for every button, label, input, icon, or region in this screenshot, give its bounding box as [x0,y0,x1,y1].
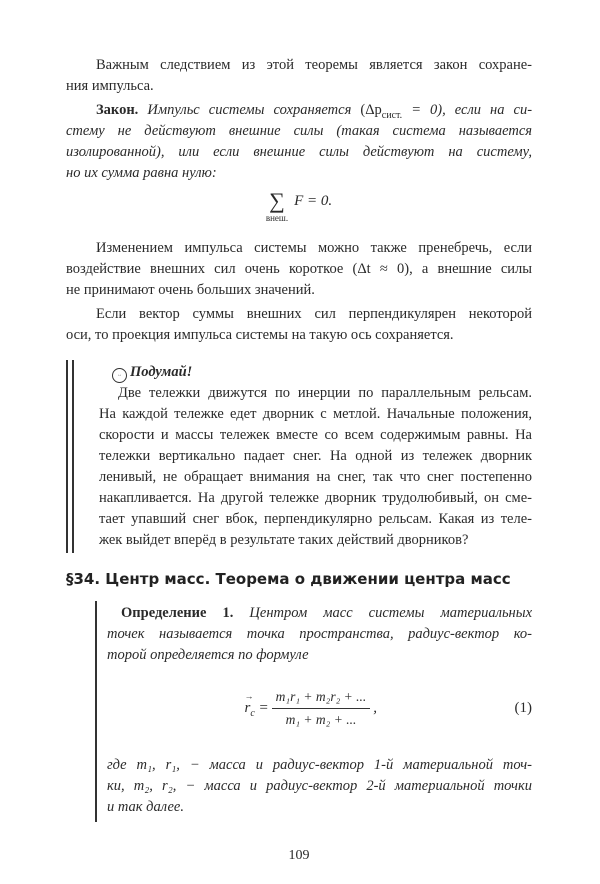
paragraph-3: Изменением импульса системы можно также пренебречь, если воздействие внешних сил очень короткое (Δt ≈ 0), а внешние силы не принимают очень больших значений. [66,240,532,298]
thinking-face-icon: ᵕ [112,368,127,383]
formula-lhs: → $r_c$ = [244,700,268,717]
definition-label: Определение 1. [121,605,234,621]
definition-box: Определение 1. Центром масс системы материальных точек называется точка пространства, радиус-вектор ко- торой определяется по формуле → $r_c$ = $\frac{\text{m₁r₁ + m₂r₂ + ...}}{\text{m₁ + m₂ + ...}}$ , (1) где m₁, r₁, − масса и радиус-вектор 1-й материальной точ- ки, m₂, r₂, − масса и радиус-вектор 2-й материальной точки и так далее. [95,601,532,822]
paragraph-1: Важным следствием из этой теоремы является закон сохране- ния импульса. [66,57,532,94]
formula-denominator: m₁ + m₂ + ... [285,712,357,727]
paragraph-4: Если вектор суммы внешних сил перпендикулярен некоторой оси, то проекция импульса системы на такую ось сохраняется. [66,306,532,343]
sum-subscript: внеш. [265,213,289,223]
think-title: Подумай! [130,364,193,380]
section-heading: §34. Центр масс. Теорема о движении центра масс [66,570,511,588]
sum-formula-block [66,190,532,230]
law-paragraph: Закон. Импульс системы сохраняется $(\Delta p_{сист.} = 0)$, если на си- стему не действуют внешние силы (такая система называется изолированной), или если внешние силы действуют на систему, но их сумма равна нулю: ∑ внеш. F = 0. [66,100,532,230]
center-of-mass-formula: → $r_c$ = $\frac{\text{m₁r₁ + m₂r₂ + ...}}{\text{m₁ + m₂ + ...}}$ , (1) [107,688,532,729]
think-box: ᵕ Подумай! Две тележки движутся по инерции по параллельным рельсам. На каждой тележке едет дворник с метлой. Начальные положения, скорости и массы тележек вместе со всем содержимым равны. На тележки вертикально падает снег. На одной из тележек дворник ленивый, не обращает внимания на снег, так что снег постепенно накапливается. На другой тележке дворник трудолюбивый, он сме- тает упавший снег вбок, перпендикулярно рельсам. Какая из теле- жек выйдет вперёд в результате таких действий дворников? [66,360,532,553]
page-number: 109 [288,848,310,863]
sum-formula: F = 0. [294,193,333,209]
law-label: Закон. [96,102,139,118]
sum-symbol: ∑ [269,188,285,213]
equation-number: (1) [514,700,533,716]
formula-numerator: m₁r₁ + m₂r₂ + ... [272,688,371,709]
